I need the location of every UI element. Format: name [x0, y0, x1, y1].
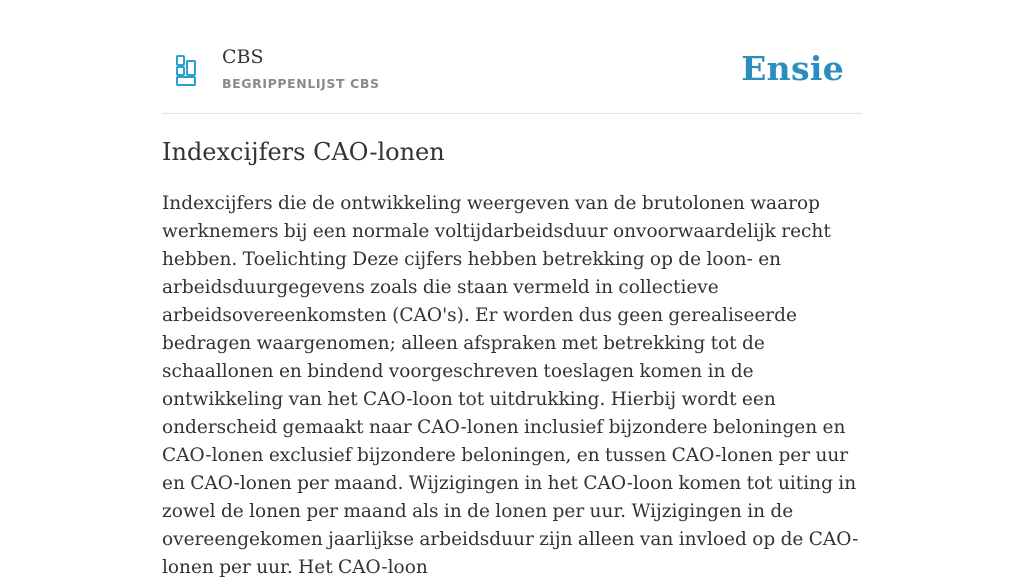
page-title: Indexcijfers CAO-lonen [162, 138, 445, 166]
cbs-logo-icon[interactable] [176, 55, 196, 87]
page [162, 0, 862, 578]
org-subtitle[interactable]: BEGRIPPENLIJST CBS [222, 76, 380, 91]
brand-logo[interactable]: Ensie [741, 49, 844, 88]
definition-text: Indexcijfers die de ontwikkeling weergeven van de brutolonen waarop werknemers bij een normale voltijdarbeidsduur onvoorwaardelijk recht hebben. Toelichting Deze cijfers hebben betrekking op de loon- en arbeidsduurgegevens zoals die staan vermeld in collectieve arbeidsovereenkomsten (CAO's). Er worden dus geen gerealiseerde bedragen waargenomen; alleen afspraken met betrekking tot de schaallonen en bindend voorgeschreven toeslagen komen in de ontwikkeling van het CAO-loon tot uitdrukking. Hierbij wordt een onderscheid gemaakt naar CAO-lonen inclusief bijzondere beloningen en CAO-lonen exclusief bijzondere beloningen, en tussen CAO-lonen per uur en CAO-lonen per maand. Wijzigingen in het CAO-loon komen tot uiting in zowel de lonen per maand als in de lonen per uur. Wijzigingen in de overeengekomen jaarlijkse arbeidsduur zijn alleen van invloed op de CAO-lonen per uur. Het CAO-loon [162, 193, 859, 578]
header [162, 0, 862, 114]
org-name[interactable]: CBS [222, 46, 264, 68]
